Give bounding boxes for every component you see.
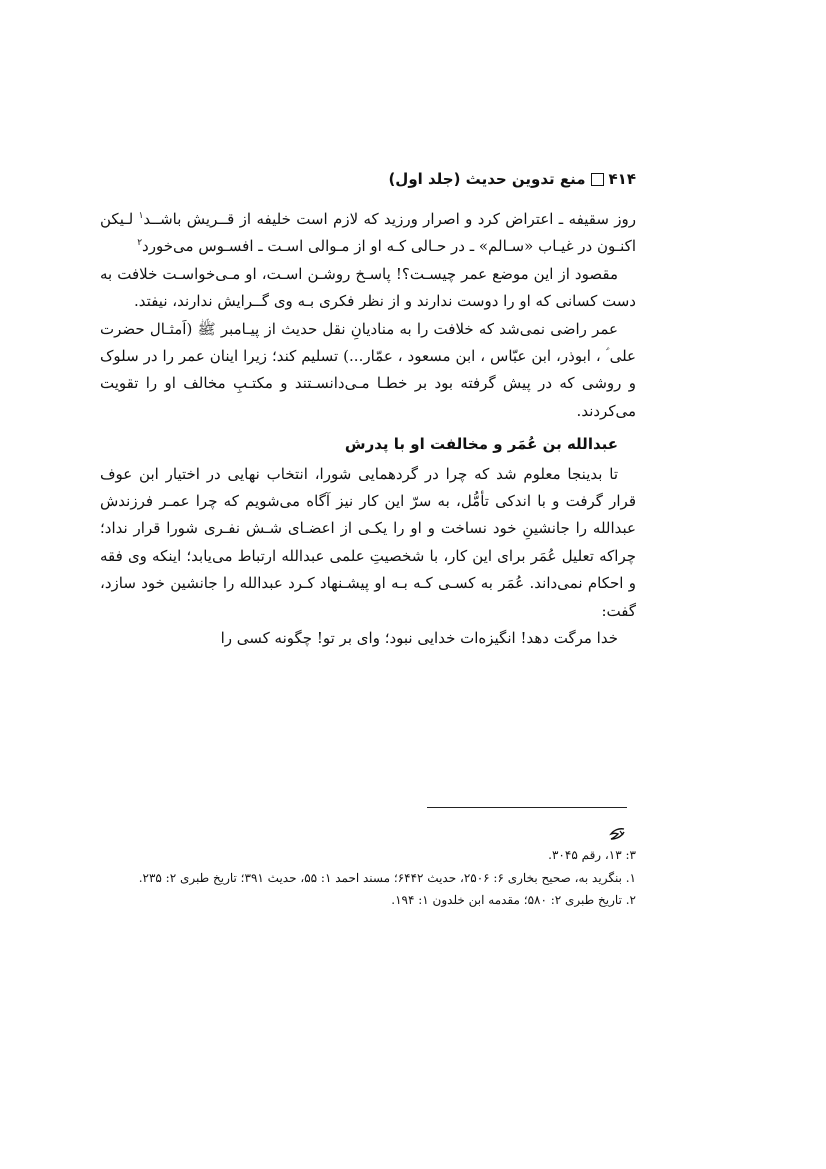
paragraph-1-line-2: لـیکن اکنـون در غیـاب «سـالم» ـ در حـالی کـه او از مـوالی اسـت ـ افسـوس [100,210,636,256]
paragraph-1-line-1: روز سقیفه ـ اعتراض کرد و اصرار ورزید که لازم است خلیفه از قــریش باشــد [143,210,636,228]
running-title: منع تدوین حدیث (جلد اول) [388,170,586,188]
paragraph-1 [100,206,636,261]
paragraph-1-line-3: می‌خورد [142,237,194,256]
paragraph-3: عمر راضی نمی‌شد که خلافت را به منادیانِ نقل حدیث از پیـامبر ﷺ (اَمثـال حضرت علی ؑ ، ابوذر، ابن عبّاس ، ابن مسعود ، عمّار...) تسلیم کند؛ زیرا اینان عمر را در سلوک و روشی که در پیش گرفته بود بر خطـا مـی‌دانسـتند و مکتـبِ مخالف او را تقویت می‌کردند. [100,319,636,420]
paragraph-5: خدا مرگت دهد! انگیزه‌ات خدایی نبود؛ وای بر تو! چگونه کسی را [220,629,618,648]
square-bullet-icon [591,173,604,186]
footnote-divider [427,807,627,808]
footnote-ref-2: ۲ [137,238,143,249]
continued-footnote-icon [607,826,627,842]
page-number: ۴۱۴ [608,170,636,188]
main-text [100,206,636,653]
running-head [190,170,636,188]
paragraph-4: تا بدینجا معلوم شد که چرا در گردهمایی شورا، انتخاب نهایی در اختیار ابن عوف قرار گرفت و با اندکی تأمُّل، به سرّ این کار نیز آگاه می‌شویم که چرا عمـر فرزندش عبدالله را جانشینِ خود نساخت و او را یکـی از اعضـای شـش نفـری شورا قرار نداد؛ چراکه تعلیل عُمَر برای این کار، با شخصیتِ علمی عبدالله ارتباط می‌یابد؛ اینکه وی فقه و احکام نمی‌داند. عُمَر به کسـی کـه بـه او پیشـنهاد کـرد عبدالله را جانشین خود سازد، گفت: [100,464,637,620]
footnote-2: ۲. تاریخ طبری ۲: ۵۸۰؛ مقدمه ابن خلدون ۱: ۱۹۴. [391,893,636,908]
footnote-1: ۱. بنگرید به، صحیح بخاری ۶: ۲۵۰۶، حدیث ۶۴۴۲؛ مسند احمد ۱: ۵۵، حدیث ۳۹۱؛ تاریخ طبری ۲: ۲۳۵. [138,870,636,885]
footnotes [76,844,636,912]
section-heading: عبدالله بن عُمَر و مخالفت او با پدرش [344,435,618,454]
footnote-continued: ۳: ۱۳، رقم ۳۰۴۵. [548,848,636,862]
footnote-ref-1: ۱ [138,211,144,221]
paragraph-2: مقصود از این موضع عمر چیسـت؟! پاسـخ روشـن اسـت، او مـی‌خواسـت خلافت به دست کسانی که او را دوست ندارند و از نظر فکری بـه وی گــرایش ندارند، نیفتد. [100,264,636,311]
